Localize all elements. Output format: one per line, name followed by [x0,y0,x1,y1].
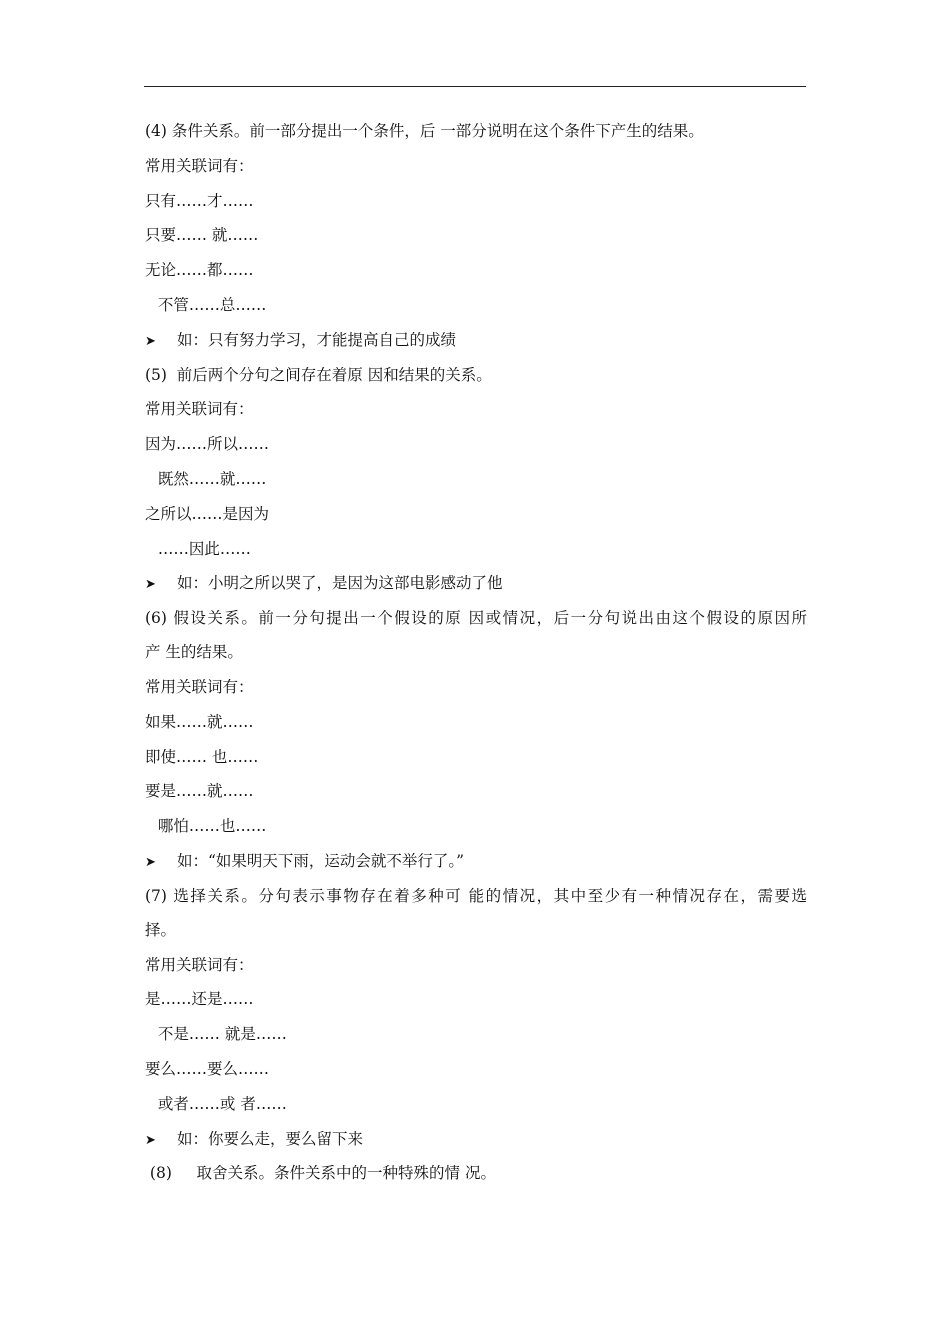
connectives-label: 常用关联词有： [145,955,254,974]
connective-item: 如果……就…… [145,712,254,731]
connective-item: 不是…… 就是…… [153,1025,287,1044]
connective-item: 既然……就…… [153,469,267,488]
connective-item: 哪怕……也…… [153,817,267,836]
connective-item: 只有……才…… [145,191,254,210]
connectives-label: 常用关联词有： [145,400,254,419]
example-line [145,573,807,593]
connective-item: 之所以……是因为 [145,504,270,523]
section-7-heading: (7) 选择关系。分句表示事物存在着多种可 能的情况，其中至少有一种情况存在，需要选 [145,886,807,905]
example-text: 如：“如果明天下雨，运动会就不举行了。” [177,851,465,870]
connectives-label: 常用关联词有： [145,677,254,696]
header-rule [144,86,806,87]
section-5-heading: (5) 前后两个分句之间存在着原 因和结果的关系。 [145,365,492,384]
arrow-bullet-icon: ➤ [145,854,156,870]
arrow-bullet-icon: ➤ [145,333,156,349]
section-7-heading-cont: 择。 [145,920,177,939]
example-text: 如：小明之所以哭了，是因为这部电影感动了他 [177,574,503,593]
connective-item: 因为……所以…… [145,435,270,454]
section-6-heading-cont: 产 生的结果。 [145,643,243,662]
connective-item: 或者……或 者…… [153,1094,287,1113]
section-6-heading: (6) 假设关系。前一分句提出一个假设的原 因或情况，后一分句说出由这个假设的原因所 [145,609,807,628]
section-8-heading: (8) 取舍关系。条件关系中的一种特殊的情 况。 [145,1164,496,1183]
connective-item: 只要…… 就…… [145,226,259,245]
connective-item: 无论……都…… [145,261,254,280]
example-text: 如：你要么走，要么留下来 [177,1129,364,1148]
connective-item: 是……还是…… [145,990,254,1009]
arrow-bullet-icon: ➤ [145,1132,156,1148]
connective-item: 不管……总…… [153,295,267,314]
connective-item: ……因此…… [153,539,251,558]
example-line [145,1129,807,1149]
connective-item: 即使…… 也…… [145,747,259,766]
connective-item: 要是……就…… [145,782,254,801]
connectives-label: 常用关联词有： [145,156,254,175]
section-4-heading: (4) 条件关系。前一部分提出一个条件，后 一部分说明在这个条件下产生的结果。 [145,122,704,140]
example-line [145,851,807,871]
connective-item: 要么……要么…… [145,1059,270,1078]
arrow-bullet-icon: ➤ [145,577,156,593]
document-body [145,121,807,1198]
example-line [145,330,807,350]
example-text: 如：只有努力学习，才能提高自己的成绩 [177,330,457,349]
